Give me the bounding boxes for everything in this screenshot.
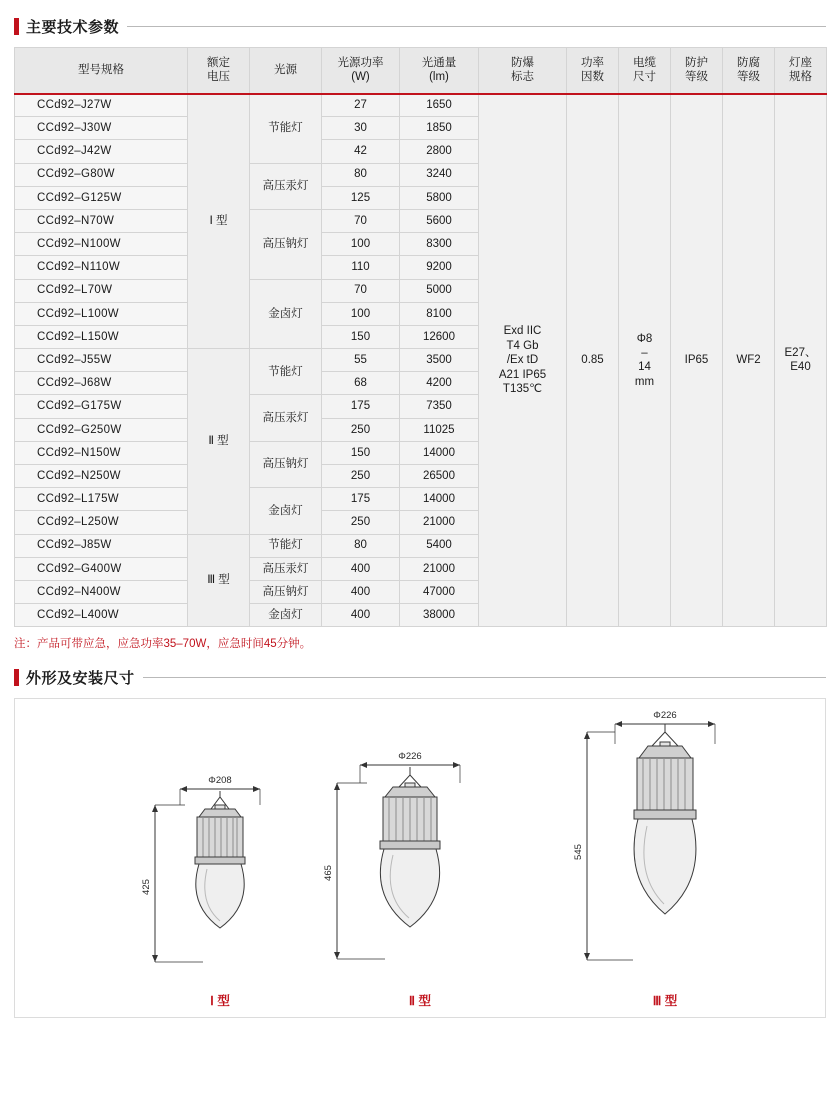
cell-model: CCd92–J55W xyxy=(15,349,188,372)
cell-model: CCd92–N250W xyxy=(15,465,188,488)
cell-light-source: 高压汞灯 xyxy=(250,163,322,209)
col-header-cable-line1: 电缆 xyxy=(633,56,656,69)
col-header-ex-mark-line1: 防爆 xyxy=(511,56,534,69)
cell-model: CCd92–G125W xyxy=(15,186,188,209)
cell-power: 100 xyxy=(322,233,400,256)
drawing-svg-type-1 xyxy=(125,757,315,987)
cell-model: CCd92–G250W xyxy=(15,418,188,441)
cell-power: 125 xyxy=(322,186,400,209)
col-header-cable-size xyxy=(619,48,671,94)
cell-power: 80 xyxy=(322,163,400,186)
spec-table xyxy=(14,47,827,627)
width-label-type-1: Φ208 xyxy=(208,775,232,787)
col-header-voltage-line2: 电压 xyxy=(207,71,230,84)
cell-model: CCd92–G400W xyxy=(15,557,188,580)
cell-light-source: 高压钠灯 xyxy=(250,441,322,487)
cell-model: CCd92–N400W xyxy=(15,580,188,603)
cell-power: 80 xyxy=(322,534,400,557)
cell-flux: 7350 xyxy=(400,395,479,418)
cell-model: CCd92–J68W xyxy=(15,372,188,395)
cell-power: 70 xyxy=(322,279,400,302)
height-label-type-3: 545 xyxy=(573,844,584,861)
cell-model: CCd92–G175W xyxy=(15,395,188,418)
col-header-socket-line2: 规格 xyxy=(789,71,812,84)
drawing-caption-type-1: Ⅰ 型 xyxy=(210,994,230,1009)
cell-corrosion: WF2 xyxy=(723,94,775,627)
cell-power: 68 xyxy=(322,372,400,395)
cell-voltage-type: Ⅱ 型 xyxy=(188,349,250,535)
cell-flux: 5800 xyxy=(400,186,479,209)
height-label-type-1: 425 xyxy=(141,879,152,896)
cell-power: 110 xyxy=(322,256,400,279)
cell-light-source: 金卤灯 xyxy=(250,488,322,534)
page-title: 主要技术参数 xyxy=(26,19,120,36)
cell-model: CCd92–J27W xyxy=(15,94,188,117)
col-header-corr-line2: 等级 xyxy=(737,71,760,84)
cell-power: 150 xyxy=(322,441,400,464)
drawing-figure-type-1 xyxy=(125,757,315,1009)
cell-flux: 14000 xyxy=(400,488,479,511)
col-header-corrosion xyxy=(723,48,775,94)
drawing-caption-type-2: Ⅱ 型 xyxy=(408,994,432,1009)
col-header-pf-line1: 功率 xyxy=(581,56,604,69)
cell-flux: 8300 xyxy=(400,233,479,256)
cell-power: 42 xyxy=(322,140,400,163)
cell-power: 175 xyxy=(322,488,400,511)
cell-flux: 1650 xyxy=(400,94,479,117)
table-body xyxy=(15,94,827,627)
accent-bar-icon xyxy=(14,18,19,35)
cell-socket: E27、 E40 xyxy=(775,94,827,627)
cell-flux: 21000 xyxy=(400,511,479,534)
col-header-source: 光源 xyxy=(250,48,322,94)
cell-flux: 14000 xyxy=(400,441,479,464)
table-header-row xyxy=(15,48,827,94)
drawing-svg-type-3 xyxy=(555,702,775,987)
cell-light-source: 金卤灯 xyxy=(250,279,322,349)
cell-light-source: 高压钠灯 xyxy=(250,580,322,603)
cell-flux: 26500 xyxy=(400,465,479,488)
cell-flux: 1850 xyxy=(400,117,479,140)
cell-power: 400 xyxy=(322,580,400,603)
width-label-type-2: Φ226 xyxy=(398,751,422,763)
cell-power: 55 xyxy=(322,349,400,372)
col-header-power-line2: (W) xyxy=(351,71,370,84)
width-label-type-3: Φ226 xyxy=(653,710,677,722)
section-heading-specs xyxy=(14,16,826,37)
table-note: 注：产品可带应急，应急功率35–70W，应急时间45分钟。 xyxy=(14,638,312,651)
cell-power-factor: 0.85 xyxy=(567,94,619,627)
col-header-corr-line1: 防腐 xyxy=(737,56,760,69)
cell-flux: 3240 xyxy=(400,163,479,186)
cell-model: CCd92–L70W xyxy=(15,279,188,302)
cell-model: CCd92–L175W xyxy=(15,488,188,511)
cell-power: 150 xyxy=(322,325,400,348)
cell-flux: 2800 xyxy=(400,140,479,163)
cell-voltage-type: Ⅰ 型 xyxy=(188,94,250,349)
cell-power: 400 xyxy=(322,604,400,627)
cell-model: CCd92–J42W xyxy=(15,140,188,163)
cell-model: CCd92–L250W xyxy=(15,511,188,534)
drawing-caption-type-3: Ⅲ 型 xyxy=(652,994,678,1009)
cell-voltage-type: Ⅲ 型 xyxy=(188,534,250,627)
col-header-power-line1: 光源功率 xyxy=(337,56,384,69)
cell-flux: 3500 xyxy=(400,349,479,372)
col-header-socket-line1: 灯座 xyxy=(789,56,812,69)
section-heading-dimensions xyxy=(14,667,826,688)
cell-light-source: 金卤灯 xyxy=(250,604,322,627)
table-row xyxy=(15,94,827,117)
col-header-model: 型号规格 xyxy=(15,48,188,94)
dimension-drawings-panel xyxy=(14,698,826,1018)
drawing-figure-type-3 xyxy=(555,702,775,1009)
cell-flux: 4200 xyxy=(400,372,479,395)
cell-model: CCd92–G80W xyxy=(15,163,188,186)
cell-power: 30 xyxy=(322,117,400,140)
cell-model: CCd92–L100W xyxy=(15,302,188,325)
cell-model: CCd92–L400W xyxy=(15,604,188,627)
cell-model: CCd92–N70W xyxy=(15,209,188,232)
cell-ip-rating: IP65 xyxy=(671,94,723,627)
col-header-power-factor xyxy=(567,48,619,94)
cell-ex-mark: Exd IIC T4 Gb /Ex tD A21 IP65 T135℃ xyxy=(479,94,567,627)
cell-flux: 9200 xyxy=(400,256,479,279)
cell-power: 400 xyxy=(322,557,400,580)
cell-flux: 5000 xyxy=(400,279,479,302)
col-header-ex-mark-line2: 标志 xyxy=(511,71,534,84)
cell-cable-size: Φ8 – 14 mm xyxy=(619,94,671,627)
cell-model: CCd92–J30W xyxy=(15,117,188,140)
cell-flux: 5400 xyxy=(400,534,479,557)
col-header-socket xyxy=(775,48,827,94)
cell-light-source: 节能灯 xyxy=(250,94,322,164)
height-label-type-2: 465 xyxy=(323,865,334,882)
col-header-flux-line1: 光通量 xyxy=(421,56,457,69)
spec-table-wrapper xyxy=(14,47,826,627)
cell-flux: 11025 xyxy=(400,418,479,441)
col-header-flux xyxy=(400,48,479,94)
cell-flux: 38000 xyxy=(400,604,479,627)
col-header-flux-line2: (lm) xyxy=(429,71,449,84)
cell-power: 250 xyxy=(322,465,400,488)
cell-power: 27 xyxy=(322,94,400,117)
cell-flux: 12600 xyxy=(400,325,479,348)
cell-model: CCd92–N110W xyxy=(15,256,188,279)
cell-model: CCd92–N100W xyxy=(15,233,188,256)
drawing-figure-type-2 xyxy=(315,737,525,1009)
cell-model: CCd92–L150W xyxy=(15,325,188,348)
cell-flux: 21000 xyxy=(400,557,479,580)
cell-power: 250 xyxy=(322,418,400,441)
cell-light-source: 节能灯 xyxy=(250,349,322,395)
cell-power: 250 xyxy=(322,511,400,534)
col-header-voltage-line1: 额定 xyxy=(207,56,230,69)
divider xyxy=(143,677,826,678)
cell-light-source: 高压汞灯 xyxy=(250,557,322,580)
col-header-power xyxy=(322,48,400,94)
cell-model: CCd92–N150W xyxy=(15,441,188,464)
drawing-svg-type-2 xyxy=(315,737,525,987)
col-header-ip-rating xyxy=(671,48,723,94)
section-title-dimensions: 外形及安装尺寸 xyxy=(26,670,135,688)
divider xyxy=(127,26,826,27)
col-header-ip-line1: 防护 xyxy=(685,56,708,69)
cell-light-source: 高压钠灯 xyxy=(250,209,322,279)
col-header-pf-line2: 因数 xyxy=(581,71,604,84)
cell-power: 175 xyxy=(322,395,400,418)
cell-flux: 5600 xyxy=(400,209,479,232)
document-page xyxy=(0,16,840,1018)
cell-model: CCd92–J85W xyxy=(15,534,188,557)
col-header-ex-mark xyxy=(479,48,567,94)
cell-power: 100 xyxy=(322,302,400,325)
col-header-cable-line2: 尺寸 xyxy=(633,71,656,84)
cell-light-source: 高压汞灯 xyxy=(250,395,322,441)
cell-flux: 8100 xyxy=(400,302,479,325)
cell-light-source: 节能灯 xyxy=(250,534,322,557)
col-header-voltage xyxy=(188,48,250,94)
col-header-ip-line2: 等级 xyxy=(685,71,708,84)
accent-bar-icon xyxy=(14,669,19,686)
cell-flux: 47000 xyxy=(400,580,479,603)
cell-power: 70 xyxy=(322,209,400,232)
